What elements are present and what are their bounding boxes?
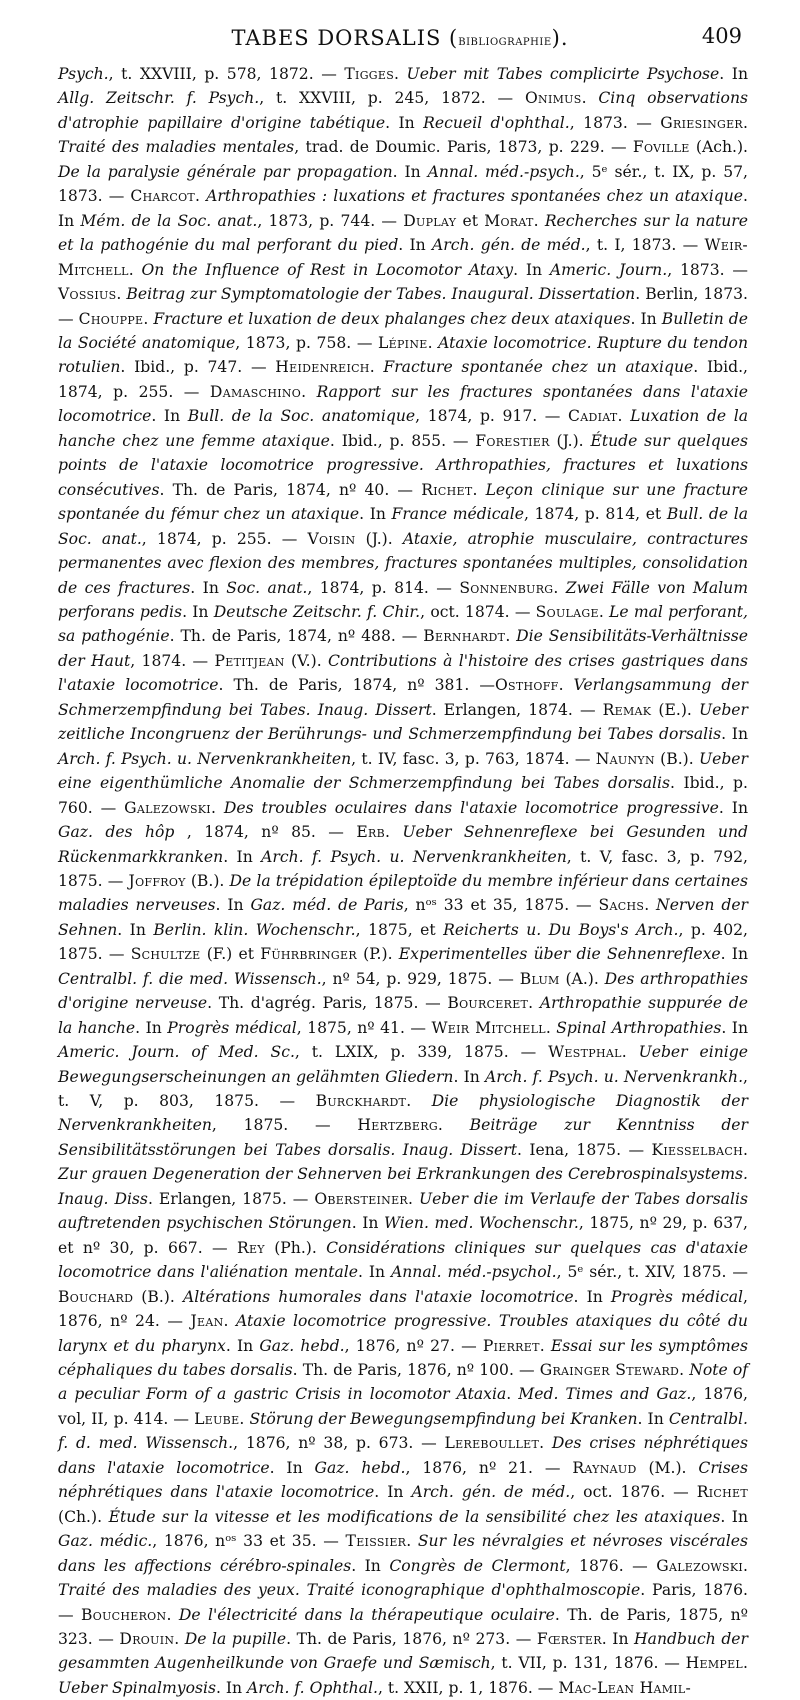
- author-name: Morat: [484, 211, 534, 230]
- citation-text: . In: [630, 309, 662, 328]
- running-title-main: TABES DORSALIS (: [231, 26, 459, 50]
- work-title: Contributions à l'histoire des crises gastriques dans l'ataxie locomotrice: [58, 651, 748, 695]
- author-name: Petitjean: [214, 651, 285, 670]
- author-name: Pierret: [482, 1336, 540, 1355]
- citation-text: . Th. de Paris, 1876, nº 273. —: [286, 1630, 537, 1648]
- citation-text: . In: [358, 1263, 391, 1282]
- citation-text: , oct. 1874. —: [420, 602, 536, 621]
- work-title: Luxation de la hanche chez une femme ataxique: [58, 407, 748, 450]
- citation-text: (Ch.).: [58, 1507, 109, 1526]
- work-title: Deutsche Zeitschr. f. Chir.: [213, 602, 421, 621]
- running-title-subtitle: bibliographie: [458, 33, 552, 49]
- citation-text: . In: [513, 260, 550, 279]
- author-name: Duplay: [403, 211, 457, 230]
- citation-text: .: [506, 1385, 519, 1404]
- citation-text: .: [621, 1043, 639, 1062]
- citation-text: , t. I, 1873. —: [585, 236, 705, 255]
- work-title: Ueber zeitliche Incongruenz der Berührungs- und Schmerzempfindung bei Tabes dorsalis: [58, 700, 748, 744]
- work-title: Fracture et luxation de deux phalanges chez deux ataxiques: [153, 309, 631, 328]
- work-title: De la pupille: [184, 1630, 287, 1648]
- citation-text: . In: [385, 113, 424, 132]
- citation-text: .: [617, 407, 631, 426]
- citation-text: . In: [720, 945, 749, 964]
- work-title: Considérations cliniques sur quelques cas d'ataxie locomotrice dans l'aliénation mentale: [58, 1238, 749, 1282]
- citation-text: .: [408, 1189, 419, 1208]
- work-title: Experimentelles über die Sehnenreflexe: [398, 945, 721, 964]
- citation-text: .: [239, 1409, 250, 1428]
- citation-text: .: [743, 1654, 749, 1673]
- citation-text: (J.).: [355, 529, 403, 548]
- author-name: Blum: [519, 969, 560, 988]
- citation-text: , t. LXIX, p. 339, 1875. —: [294, 1043, 549, 1062]
- citation-text: . Th. d'agrég. Paris, 1875. —: [207, 994, 448, 1013]
- work-title: Ueber die im Verlaufe der Tabes dorsalis auftretenden psychischen Störungen: [58, 1189, 748, 1233]
- citation-text: . In: [225, 1336, 260, 1355]
- work-title: France médicale: [391, 505, 524, 524]
- citation-text: .: [533, 211, 545, 230]
- author-name: Vossius: [58, 285, 117, 304]
- citation-text: , 1875. —: [211, 1116, 358, 1135]
- citation-text: .: [558, 676, 574, 695]
- work-title: De la paralysie générale par propagation: [58, 162, 393, 181]
- citation-text: . Berlin, 1873. —: [58, 285, 748, 328]
- author-name: Weir Mitchell: [431, 1018, 546, 1037]
- citation-text: (M.).: [636, 1458, 699, 1477]
- work-title: Bulletin de la Société anatomique: [58, 309, 749, 352]
- citation-text: , 1875, nº 41. —: [296, 1018, 432, 1037]
- citation-text: , 1875, nº 29, p. 637, et nº 30, p. 667. —: [58, 1214, 749, 1257]
- work-title: Traité des maladies mentales: [58, 138, 295, 157]
- citation-text: , t. IV, fasc. 3, p. 763, 1874. —: [351, 749, 596, 768]
- work-title: Gaz. médic.: [58, 1532, 153, 1551]
- work-title: Progrès médical: [610, 1287, 744, 1306]
- citation-text: . Iena, 1875. —: [517, 1140, 652, 1159]
- work-title: Des troubles oculaires dans l'ataxie locomotrice progressive: [223, 798, 719, 817]
- citation-text: (B.).: [185, 871, 230, 890]
- author-name: Erb: [356, 823, 385, 842]
- citation-text: . In: [135, 1018, 168, 1037]
- work-title: Le mal perforant, sa pathogénie: [58, 602, 749, 646]
- author-name: Heidenreich: [275, 358, 370, 377]
- citation-text: .: [743, 1140, 748, 1159]
- author-name: Rey: [236, 1238, 265, 1257]
- author-name: Lépine: [377, 333, 428, 352]
- work-title: Congrès de Clermont: [389, 1556, 566, 1575]
- citation-text: , 1874. —: [130, 651, 215, 670]
- author-name: Raynaud: [572, 1458, 637, 1477]
- author-name: Hertzberg: [357, 1116, 438, 1135]
- citation-text: .: [472, 480, 486, 499]
- work-title: Ueber Sehnenreflexe bei Gesunden und Rückenmarkkranken: [58, 823, 749, 866]
- author-name: Naunyn: [595, 749, 655, 768]
- citation-text: .: [427, 333, 439, 352]
- citation-text: , 1874, nº 85. —: [174, 823, 357, 842]
- citation-text: . In: [269, 1458, 315, 1477]
- citation-text: .: [166, 1605, 179, 1624]
- citation-text: , 1873, p. 758. —: [235, 333, 378, 352]
- author-name: Hempel: [685, 1654, 744, 1673]
- author-name: Teissier: [345, 1532, 407, 1551]
- citation-text: . In: [151, 407, 188, 426]
- citation-text: .: [195, 187, 207, 206]
- citation-text: (J.).: [549, 431, 591, 450]
- author-name: Weir-Mitchell: [58, 236, 748, 279]
- citation-text: (P.).: [356, 945, 399, 964]
- citation-text: , 1876, nº 21. —: [405, 1458, 573, 1477]
- citation-text: , 1876. —: [565, 1556, 657, 1575]
- citation-text: , t. XXII, p. 1, 1876. —: [377, 1678, 559, 1697]
- author-name: Forestier: [475, 431, 550, 450]
- work-title: Recherches sur la nature et la pathogénie du mal perforant du pied: [58, 211, 748, 255]
- citation-text: . In: [215, 896, 251, 915]
- citation-text: .: [223, 1312, 236, 1331]
- citation-text: . Erlangen, 1874. —: [431, 700, 603, 719]
- citation-text: .: [743, 1556, 748, 1575]
- work-title: Rapport sur les fractures spontanées dans l'ataxie locomotrice: [58, 382, 748, 426]
- work-title: Annal. méd.-psychol.: [390, 1263, 557, 1282]
- page-number: 409: [701, 24, 742, 48]
- citation-text: . Th. de Paris, 1874, nº 381. —: [218, 676, 495, 695]
- work-title: Ueber Spinalmyosis: [58, 1678, 216, 1697]
- citation-text: , t. XXVIII, p. 245, 1872. —: [259, 89, 525, 108]
- author-name: Drouin: [119, 1630, 175, 1648]
- work-title: Traité des maladies des yeux. Traité iconographique d'ophthalmoscopie: [58, 1581, 641, 1600]
- work-title: Americ. Journ.: [549, 260, 668, 279]
- citation-text: .: [116, 285, 127, 304]
- citation-text: .: [437, 1116, 470, 1135]
- citation-text: , nᵒˢ 33 et 35, 1875. —: [403, 896, 599, 915]
- author-name: Remak: [602, 700, 652, 719]
- author-name: Obersteiner: [314, 1189, 409, 1208]
- work-title: Gaz. des hôp: [58, 823, 175, 842]
- work-title: Centralbl. f. die med. Wissensch.: [58, 969, 322, 988]
- citation-text: .: [539, 1434, 552, 1453]
- work-title: Fracture spontanée chez un ataxique: [383, 358, 694, 377]
- author-name: Burckhardt: [315, 1092, 407, 1111]
- citation-text: . Erlangen, 1875. —: [147, 1189, 315, 1208]
- work-title: Wien. med. Wochenschr.: [383, 1214, 579, 1233]
- citation-text: .: [539, 1336, 551, 1355]
- work-title: Cinq observations d'atrophie papillaire d'origine tabétique: [58, 89, 748, 132]
- citation-text: , 1874, p. 814. —: [307, 578, 460, 597]
- author-name: Galezowski: [124, 798, 211, 817]
- author-name: Foville: [632, 138, 690, 157]
- citation-text: , 1873. —: [569, 113, 661, 132]
- citation-text: .: [581, 89, 599, 108]
- citation-text: . In: [392, 162, 428, 181]
- work-title: Psych.: [58, 65, 109, 83]
- citation-text: , 1876, nº 27. —: [344, 1336, 483, 1355]
- citation-text: .: [743, 113, 748, 132]
- citation-text: , 5ᵉ sér., t. XIV, 1875. —: [556, 1263, 748, 1282]
- citation-text: , 1876, vol, II, p. 414. —: [58, 1385, 748, 1428]
- author-name: Westphal: [548, 1043, 622, 1062]
- work-title: Zwei Fälle von Malum perforans pedis: [58, 578, 749, 621]
- citation-text: .: [545, 1018, 557, 1037]
- author-name: Richet: [421, 480, 473, 499]
- work-title: Ueber einige Bewegungserscheinungen an gelähmten Gliedern: [58, 1043, 748, 1086]
- author-name: Bouchard: [58, 1287, 134, 1306]
- bibliography-text: [58, 62, 748, 1700]
- author-name: Charcot: [130, 187, 196, 206]
- citation-text: . In: [190, 578, 227, 597]
- citation-text: (E.).: [651, 700, 699, 719]
- work-title: Verlangsammung der Schmerzempfindung bei Tabes. Inaug. Dissert: [58, 676, 748, 719]
- bibliography-paragraph: [58, 62, 748, 1700]
- citation-text: . In: [637, 1409, 669, 1428]
- citation-text: , nº 54, p. 929, 1875. —: [321, 969, 520, 988]
- work-title: De la trépidation épileptoïde du membre inférieur dans certaines maladies nerveuses: [58, 871, 748, 915]
- work-title: Nerven der Sehnen: [58, 896, 749, 939]
- citation-text: . Th. de Paris, 1875, nº 323. —: [58, 1605, 748, 1648]
- citation-text: , 1873. —: [667, 260, 748, 279]
- author-name: Bernhardt: [423, 627, 506, 646]
- citation-text: .: [143, 309, 154, 328]
- author-name: Sonnenburg: [459, 578, 554, 597]
- citation-text: (A.).: [559, 969, 605, 988]
- work-title: Leçon clinique sur une fracture spontanée du fémur chez un ataxique: [58, 480, 749, 524]
- citation-text: . In: [374, 1483, 412, 1502]
- work-title: Arch. f. Psych. u. Nervenkrankheiten: [261, 847, 567, 866]
- work-title: Med. Times and Gaz.: [518, 1385, 692, 1404]
- work-title: Des crises néphrétiques dans l'ataxie locomotrice: [58, 1434, 748, 1477]
- citation-text: , oct. 1876. —: [570, 1483, 697, 1502]
- author-name: Grainger Steward: [539, 1361, 680, 1380]
- citation-text: . In: [223, 847, 262, 866]
- author-name: Fœrster: [536, 1630, 602, 1648]
- citation-text: . In: [359, 505, 392, 524]
- work-title: Centralbl. f. d. med. Wissensch.: [58, 1409, 748, 1453]
- work-title: Beiträge zur Kenntniss der Sensibilitätsstörungen bei Tabes dorsalis. Inaug. Dissert: [58, 1116, 748, 1159]
- author-name: Führbringer: [260, 945, 357, 964]
- citation-text: , t. XXVIII, p. 578, 1872. —: [108, 65, 345, 83]
- citation-text: et: [456, 211, 485, 230]
- author-name: Damaschino: [209, 382, 302, 401]
- author-name: Soulage: [535, 602, 599, 621]
- work-title: Gaz. méd. de Paris: [250, 896, 404, 915]
- work-title: Sur les névralgies et névroses viscérales dans les affections cérébro-spinales: [58, 1532, 748, 1575]
- author-name: Griesinger: [660, 113, 744, 132]
- work-title: Arch. gén. de méd.: [411, 1483, 571, 1502]
- work-title: Bull. de la Soc. anatomique: [187, 407, 416, 426]
- work-title: Bull. de la Soc. anat.: [58, 505, 749, 548]
- citation-text: , 1876, nº 24. —: [58, 1287, 748, 1331]
- citation-text: .: [528, 994, 540, 1013]
- work-title: Arch. f. Psych. u. Nervenkrankh.: [484, 1067, 744, 1086]
- work-title: Ataxie locomotrice progressive. Troubles ataxiques du côté du larynx et du pharynx: [58, 1312, 748, 1355]
- citation-text: (Ach.).: [689, 138, 748, 157]
- citation-text: . In: [719, 65, 748, 83]
- citation-text: . Th. de Paris, 1874, nº 488. —: [169, 627, 424, 646]
- citation-text: , 1876, nº 38, p. 673. —: [233, 1434, 445, 1453]
- author-name: Lereboullet: [444, 1434, 540, 1453]
- citation-text: (B.).: [133, 1287, 183, 1306]
- citation-text: .: [679, 1361, 690, 1380]
- work-title: De l'électricité dans la thérapeutique oculaire: [178, 1605, 555, 1624]
- citation-text: . In: [215, 1678, 248, 1697]
- work-title: Soc. anat.: [226, 578, 308, 597]
- citation-text: (V.).: [284, 651, 329, 670]
- work-title: Arch. gén. de méd.: [432, 236, 586, 255]
- citation-text: .: [384, 823, 403, 842]
- work-title: Crises néphrétiques dans l'ataxie locomotrice: [58, 1458, 749, 1502]
- citation-text: , t. V, p. 803, 1875. —: [58, 1067, 748, 1111]
- running-title: [60, 26, 740, 50]
- citation-text: . Ibid., p. 760. —: [58, 774, 748, 817]
- author-name: Tigges: [344, 65, 395, 83]
- citation-text: . In: [351, 1214, 384, 1233]
- author-name: Galezowski: [656, 1556, 744, 1575]
- work-title: Ataxie, atrophie musculaire, contractures permanentes avec flexion des membres, fractures spontanées multiples, consolidation de ces fractures: [58, 529, 749, 597]
- work-title: Étude sur la vitesse et les modifications de la sensibilité chez les ataxiques: [108, 1507, 721, 1526]
- author-name: Voisin: [307, 529, 356, 548]
- citation-text: . In: [601, 1630, 635, 1648]
- work-title: Störung der Bewegungsempfindung bei Kranken: [249, 1409, 638, 1428]
- citation-text: . Ibid., p. 855. —: [329, 431, 476, 450]
- author-name: Boucheron: [81, 1605, 167, 1624]
- work-title: Handbuch der gesammten Augenheilkunde von Graefe und Sæmisch: [58, 1630, 748, 1673]
- citation-text: . In: [721, 725, 748, 744]
- citation-text: , t. VII, p. 131, 1876. —: [490, 1654, 686, 1673]
- citation-text: . In: [573, 1287, 611, 1306]
- citation-text: . Paris, 1876. —: [58, 1581, 748, 1624]
- work-title: Arthropathies : luxations et fractures spontanées chez un ataxique: [206, 187, 744, 206]
- citation-text: (Ph.).: [264, 1238, 327, 1257]
- citation-text: .: [406, 1092, 432, 1111]
- citation-text: . Ibid., 1874, p. 255. —: [58, 358, 748, 401]
- work-title: Spinal Arthropathies: [556, 1018, 722, 1037]
- citation-text: . Ibid., p. 747. —: [120, 358, 276, 377]
- citation-text: .: [406, 1532, 418, 1551]
- author-name: Mac-Lean Hamil-: [558, 1678, 692, 1697]
- author-name: Sachs: [598, 896, 645, 915]
- citation-text: .: [128, 260, 142, 279]
- citation-text: . In: [398, 236, 432, 255]
- citation-text: . In: [351, 1556, 390, 1575]
- citation-text: , p. 402, 1875. —: [58, 920, 748, 964]
- work-title: Arthropathie suppurée de la hanche: [58, 994, 749, 1037]
- citation-text: , 1874, p. 814, et: [523, 505, 667, 524]
- citation-text: , 1874, p. 255. —: [141, 529, 308, 548]
- citation-text: (F.) et: [200, 945, 261, 964]
- author-name: Osthoff: [494, 676, 559, 695]
- author-name: Schultze: [130, 945, 201, 964]
- work-title: Altérations humorales dans l'ataxie locomotrice: [182, 1287, 574, 1306]
- work-title: Ueber eine eigenthümliche Anomalie der Schmerzempfindung bei Tabes dorsalis: [58, 749, 748, 793]
- work-title: Ataxie locomotrice. Rupture du tendon rotulien: [58, 333, 748, 377]
- citation-text: , 1874, p. 917. —: [415, 407, 569, 426]
- citation-text: .: [394, 65, 407, 83]
- citation-text: .: [505, 627, 517, 646]
- author-name: Joffroy: [128, 871, 186, 890]
- work-title: Annal. méd.-psych.: [427, 162, 580, 181]
- work-title: Americ. Journ. of Med. Sc.: [58, 1043, 295, 1062]
- work-title: Berlin. klin. Wochenschr.: [153, 920, 356, 939]
- citation-text: , 1873, p. 744. —: [257, 211, 404, 230]
- work-title: Mém. de la Soc. anat.: [80, 211, 258, 230]
- citation-text: , 1875, et: [355, 920, 444, 939]
- citation-text: .: [210, 798, 224, 817]
- work-title: Die physiologische Diagnostik der Nervenkrankheiten: [58, 1092, 748, 1135]
- author-name: Cadiat: [568, 407, 618, 426]
- citation-text: . In: [720, 1507, 748, 1526]
- author-name: Onimus: [524, 89, 582, 108]
- work-title: Reicherts u. Du Boys's Arch.: [443, 920, 679, 939]
- citation-text: .: [301, 382, 317, 401]
- citation-text: , 5ᵉ sér., t. IX, p. 57, 1873. —: [58, 162, 749, 206]
- work-title: Gaz. hebd.: [314, 1458, 406, 1477]
- work-title: Gaz. hebd.: [259, 1336, 345, 1355]
- citation-text: . In: [721, 1018, 749, 1037]
- work-title: Ueber mit Tabes complicirte Psychose: [406, 65, 720, 83]
- work-title: Note of a peculiar Form of a gastric Crisis in locomotor Ataxia: [58, 1361, 748, 1404]
- work-title: Des arthropathies d'origine nerveuse: [58, 969, 748, 1013]
- work-title: Zur grauen Degeneration der Sehnerven bei Erkrankungen des Cerebrospinalsystems. Inaug. Diss: [58, 1165, 748, 1208]
- citation-text: , t. V, fasc. 3, p. 792, 1875. —: [58, 847, 749, 890]
- work-title: Recueil d'ophthal.: [423, 113, 570, 132]
- author-name: Bourceret: [447, 994, 529, 1013]
- work-title: Essai sur les symptômes céphaliques du tabes dorsalis: [58, 1336, 749, 1380]
- citation-text: , trad. de Doumic. Paris, 1873, p. 229. —: [294, 138, 633, 157]
- running-title-end: ).: [551, 26, 569, 50]
- author-name: Richet: [696, 1483, 748, 1502]
- citation-text: . Th. de Paris, 1876, nº 100. —: [292, 1361, 540, 1380]
- work-title: Étude sur quelques points de l'ataxie locomotrice progressive. Arthropathies, fractures et luxations consécutives: [58, 431, 748, 499]
- author-name: Chouppe: [78, 309, 144, 328]
- author-name: Leube: [194, 1409, 240, 1428]
- work-title: Beitrag zur Symptomatologie der Tabes. Inaugural. Dissertation: [126, 285, 636, 304]
- work-title: Arch. f. Ophthal.: [247, 1678, 378, 1697]
- citation-text: . In: [453, 1067, 485, 1086]
- citation-text: .: [553, 578, 566, 597]
- citation-text: .: [369, 358, 384, 377]
- work-title: Die Sensibilitäts-Verhältnisse der Haut: [58, 627, 749, 670]
- citation-text: .: [598, 602, 610, 621]
- citation-text: . Th. de Paris, 1874, nº 40. —: [159, 480, 422, 499]
- author-name: Kiesselbach: [651, 1140, 744, 1159]
- work-title: On the Influence of Rest in Locomotor Ataxy: [141, 260, 514, 279]
- citation-text: . In: [718, 798, 749, 817]
- author-name: Jean: [190, 1312, 224, 1331]
- citation-text: .: [174, 1630, 185, 1648]
- citation-text: . In: [58, 187, 748, 230]
- citation-text: . In: [182, 602, 214, 621]
- citation-text: . In: [117, 920, 154, 939]
- citation-text: , 1876, nᵒˢ 33 et 35. —: [152, 1532, 346, 1551]
- citation-text: (B.).: [654, 749, 699, 768]
- work-title: Progrès médical: [167, 1018, 297, 1037]
- page-header: [60, 20, 740, 56]
- work-title: Arch. f. Psych. u. Nervenkrankheiten: [58, 749, 352, 768]
- work-title: Allg. Zeitschr. f. Psych.: [58, 89, 260, 108]
- citation-text: .: [644, 896, 657, 915]
